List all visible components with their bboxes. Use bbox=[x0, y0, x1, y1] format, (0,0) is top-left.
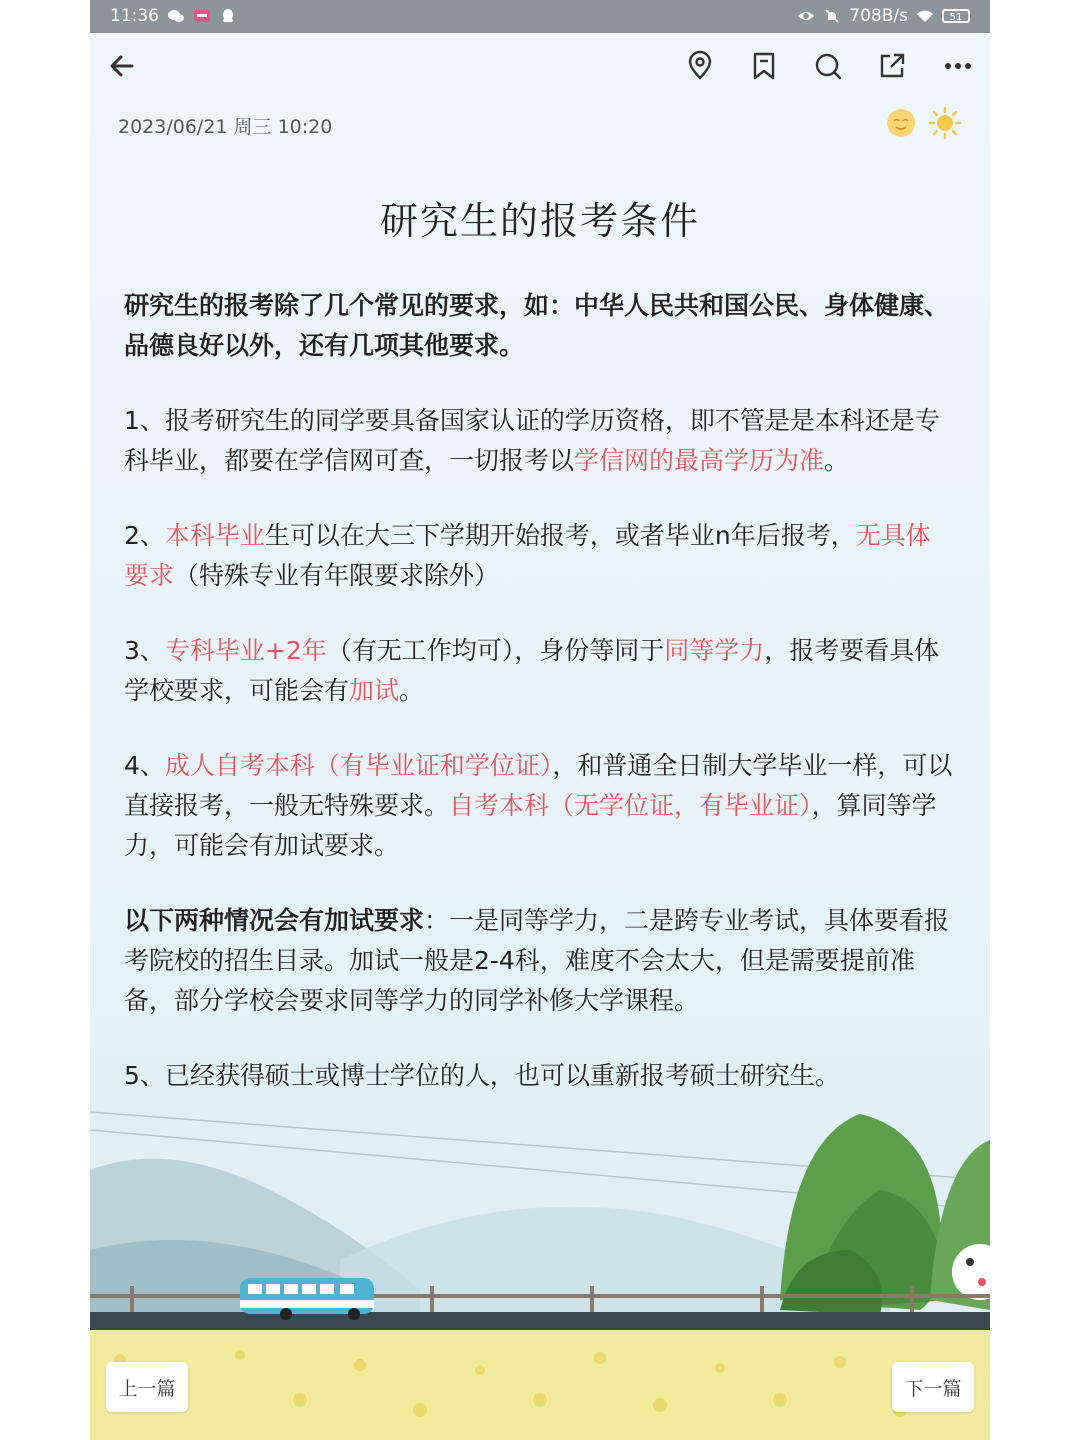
back-arrow-icon bbox=[106, 50, 138, 82]
app-notification-icon bbox=[193, 9, 211, 23]
paragraph-2: 2、本科毕业生可以在大三下学期开始报考，或者毕业n年后报考，无具体要求（特殊专业有年限要求除外） bbox=[124, 521, 931, 590]
paragraph-1: 1、报考研究生的同学要具备国家认证的学历资格，即不管是是本科还是专科毕业，都要在学信网可查，一切报考以学信网的最高学历为准。 bbox=[124, 406, 940, 475]
paragraph-5: 5、已经获得硕士或博士学位的人，也可以重新报考硕士研究生。 bbox=[124, 1061, 840, 1090]
status-time: 11:36 bbox=[110, 6, 159, 26]
next-note-button[interactable]: 下一篇 bbox=[892, 1362, 974, 1412]
phone-screen bbox=[90, 0, 990, 1440]
network-speed: 708B/s bbox=[849, 6, 908, 26]
more-icon bbox=[942, 50, 974, 82]
paragraph-extra-exam: 以下两种情况会有加试要求：一是同等学力，二是跨专业考试，具体要看报考院校的招生目录。加试一般是2-4科，难度不会太大，但是需要提前准备，部分学校会要求同等学力的同学补修大学课程。 bbox=[124, 906, 950, 1015]
note-date: 2023/06/21 周三 10:20 bbox=[118, 116, 333, 138]
status-bar bbox=[90, 0, 990, 33]
note-title: 研究生的报考条件 bbox=[379, 199, 700, 243]
location-pin-icon bbox=[684, 50, 716, 82]
mute-bell-icon bbox=[823, 9, 841, 23]
paragraph-4: 4、成人自考本科（有毕业证和学位证），和普通全日制大学毕业一样，可以直接报考，一般无特殊要求。自考本科（无学位证，有毕业证），算同等学力，可能会有加试要求。 bbox=[124, 751, 953, 860]
previous-note-button[interactable]: 上一篇 bbox=[106, 1362, 188, 1412]
bookmark-icon bbox=[748, 50, 780, 82]
search-button[interactable] bbox=[808, 46, 848, 86]
search-icon bbox=[812, 50, 844, 82]
back-button[interactable] bbox=[102, 46, 142, 86]
share-button[interactable] bbox=[872, 46, 912, 86]
share-icon bbox=[876, 50, 908, 82]
paragraph-3: 3、专科毕业+2年（有无工作均可），身份等同于同等学力，报考要看具体学校要求，可能会有加试。 bbox=[124, 636, 940, 705]
landscape-illustration bbox=[90, 1100, 990, 1440]
note-toolbar bbox=[90, 40, 990, 92]
eye-icon bbox=[797, 9, 815, 23]
wechat-icon bbox=[167, 9, 185, 23]
sun-icon[interactable] bbox=[928, 106, 962, 140]
wifi-icon bbox=[916, 9, 934, 23]
note-body[interactable] bbox=[124, 286, 954, 1131]
location-button[interactable] bbox=[680, 46, 720, 86]
battery-icon: 51 bbox=[942, 9, 970, 23]
qq-icon bbox=[219, 9, 237, 23]
intro-paragraph: 研究生的报考除了几个常见的要求，如：中华人民共和国公民、身体健康、品德良好以外，还有几项其他要求。 bbox=[124, 291, 950, 360]
bookmark-button[interactable] bbox=[744, 46, 784, 86]
mood-icon[interactable] bbox=[884, 106, 918, 140]
more-button[interactable] bbox=[938, 46, 978, 86]
